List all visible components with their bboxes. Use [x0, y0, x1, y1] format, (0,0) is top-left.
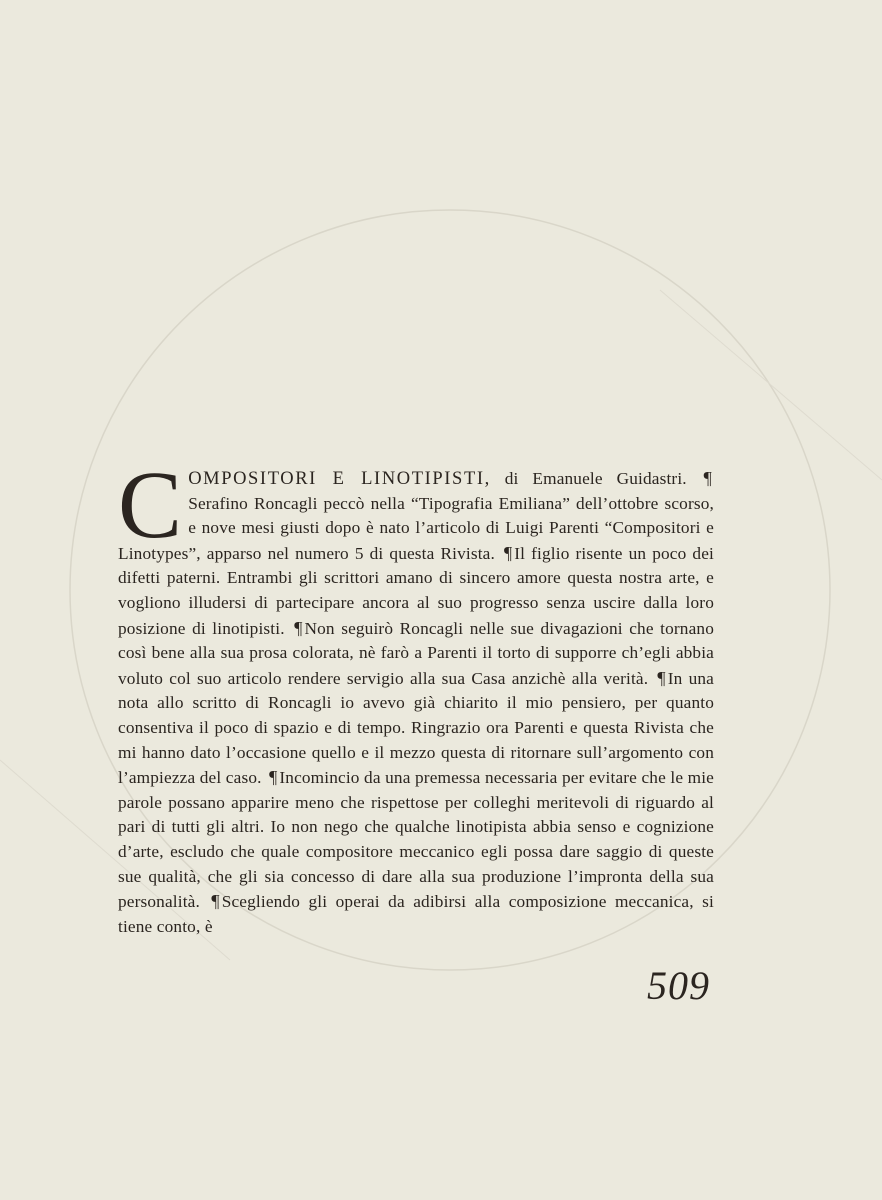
- drop-cap: C: [118, 451, 183, 558]
- paragraph-5: Incomincio da una premessa necessaria per evitare che le mie parole possano apparire meno che rispettose per colleghi meritevoli di riguardo al pari di tutti gli altri. Io non nego che qualche linotipista abbia senso e cognizione d’arte, escludo che quale compositore meccanico egli possa dare saggio di queste sue qualità, che gli sia concesso di dare alla sua produzione l’impronta della sua personalità.: [118, 768, 714, 912]
- pilcrow-icon: ¶: [703, 468, 712, 488]
- paragraph-4: In una nota allo scritto di Roncagli io avevo già chiarito il mio pensiero, per quanto consentiva il poco di spazio e di tempo. Ringrazio ora Parenti e questa Rivista che mi hanno dato l’occasione quello e il mezzo questa di ritornare sull’argomento con l’ampiezza del caso.: [118, 668, 714, 788]
- pilcrow-icon: ¶: [269, 767, 278, 788]
- pilcrow-icon: ¶: [503, 542, 513, 563]
- pilcrow-icon: ¶: [211, 891, 220, 912]
- paragraph-2: Il figlio risente un poco dei difetti paterni. Entrambi gli scrittori amano di sincero amore questa nostra arte, e vogliono illudersi di partecipare ancora al suo progresso senza uscire dalla loro posizione di linotipisti.: [118, 543, 714, 638]
- paragraph-6: Scegliendo gli operai da adibirsi alla composizione meccanica, si tiene conto, è: [118, 892, 714, 936]
- paragraph-3: Non seguirò Roncagli nelle sue divagazioni che tornano così bene alla sua prosa colorata, nè farò a Parenti il torto di supporre ch’egli abbia voluto col suo articolo rendere servigio alla sua Casa anzichè alla verità.: [118, 618, 714, 688]
- page-number: 509: [647, 963, 710, 1008]
- article-author: di Emanuele Guidastri.: [490, 469, 687, 488]
- article-title: OMPOSITORI E LINOTIPISTI,: [188, 469, 491, 489]
- pilcrow-icon: ¶: [657, 667, 666, 688]
- article-body: [118, 451, 714, 939]
- paragraph-1: Serafino Roncagli peccò nella “Tipografia Emiliana” dell’ottobre scorso, e nove mesi giusti dopo è nato l’articolo di Luigi Parenti “Compositori e Linotypes”, apparso nel numero 5 di questa Rivista.: [118, 493, 714, 563]
- pilcrow-icon: ¶: [294, 617, 303, 638]
